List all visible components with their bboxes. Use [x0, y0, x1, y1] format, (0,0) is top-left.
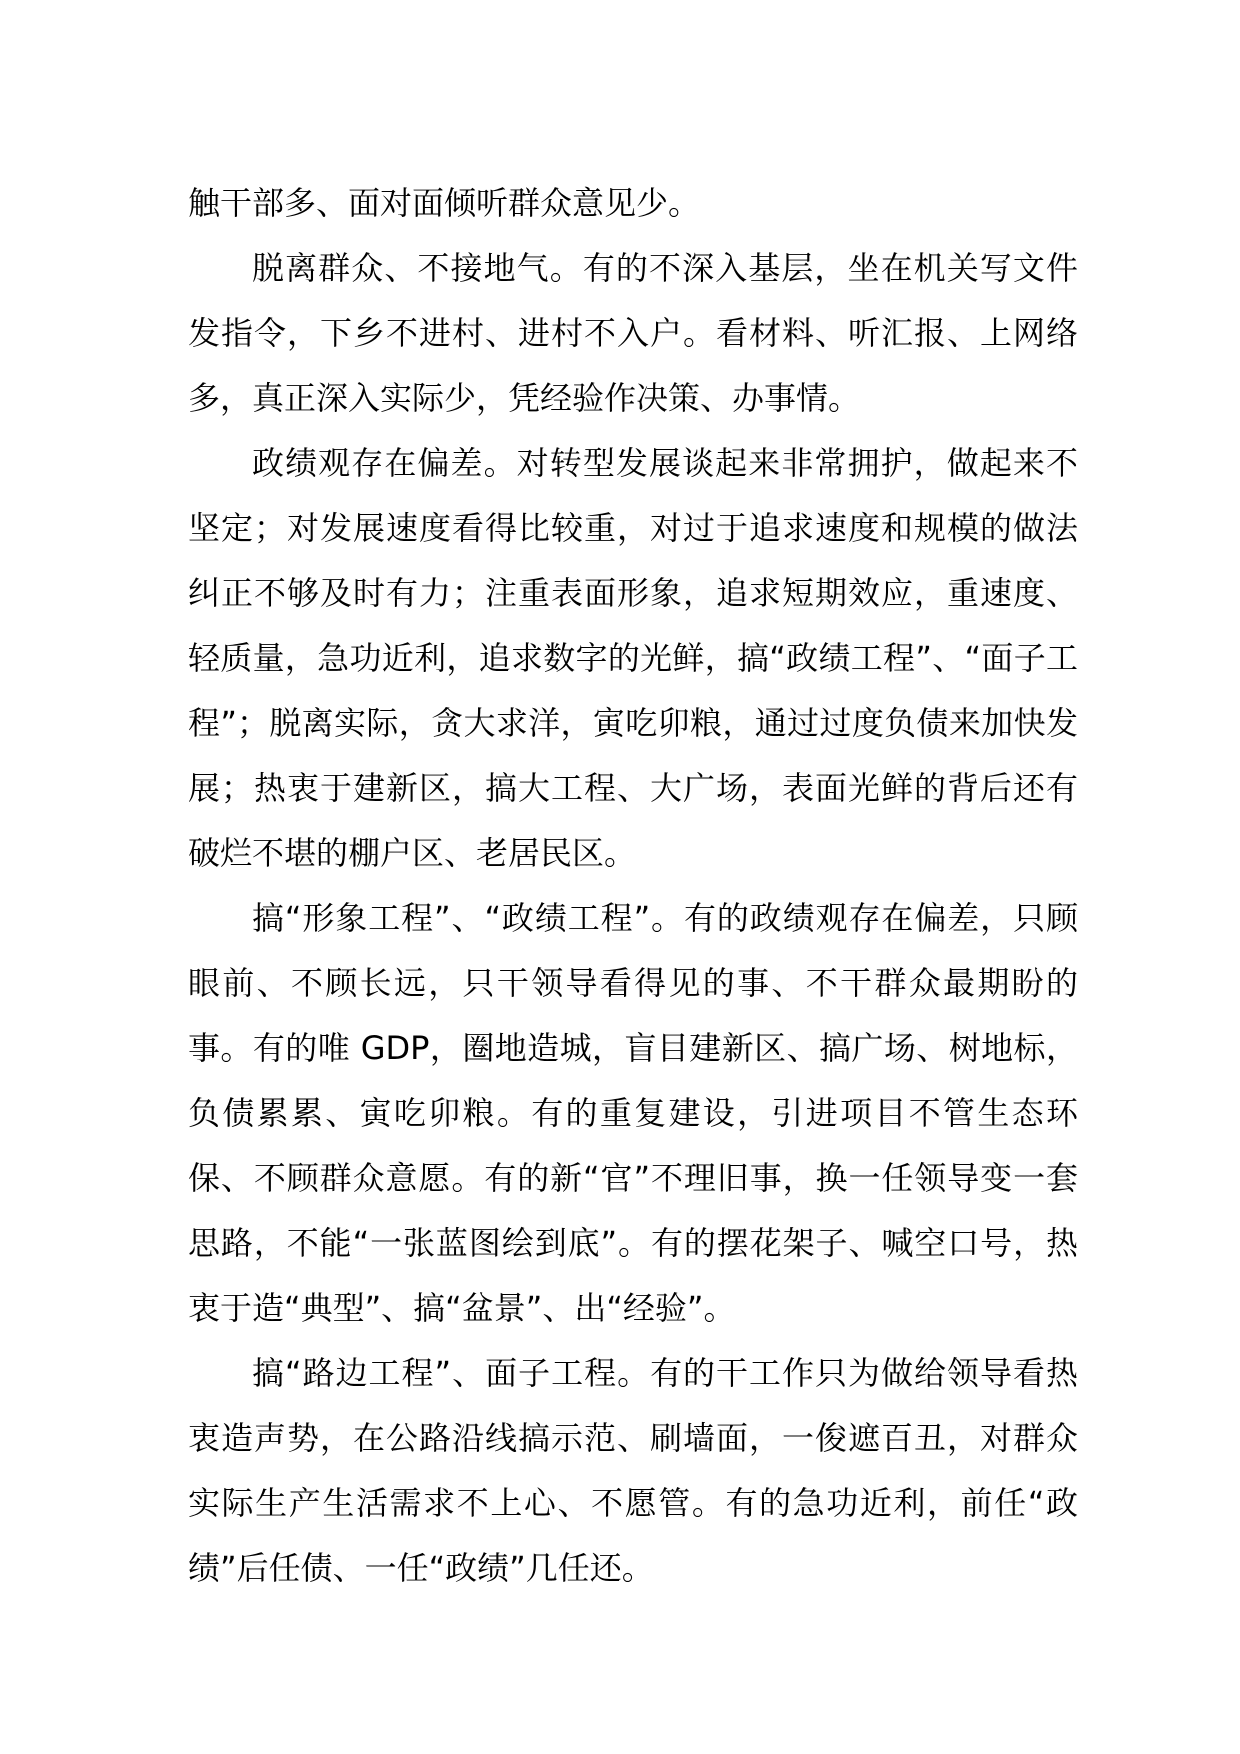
- paragraph-roadside-projects: 搞“路边工程”、面子工程。有的干工作只为做给领导看热衷造声势，在公路沿线搞示范、刷墙面，一俊遮百丑，对群众实际生产生活需求不上心、不愿管。有的急功近利，前任“政绩”后任债、一任“政绩”几任还。: [188, 1354, 1078, 1587]
- body-text: [188, 171, 1078, 1601]
- paragraph-detached-from-masses: 脱离群众、不接地气。有的不深入基层，坐在机关写文件发指令，下乡不进村、进村不入户。看材料、听汇报、上网络多，真正深入实际少，凭经验作决策、办事情。: [188, 249, 1078, 417]
- paragraph-image-projects: 搞“形象工程”、“政绩工程”。有的政绩观存在偏差，只顾眼前、不顾长远，只干领导看得见的事、不干群众最期盼的事。有的唯 GDP，圈地造城，盲目建新区、搞广场、树地标，负债累累、寅吃卯粮。有的重复建设，引进项目不管生态环保、不顾群众意愿。有的新“官”不理旧事，换一任领导变一套思路，不能“一张蓝图绘到底”。有的摆花架子、喊空口号，热衷于造“典型”、搞“盆景”、出“经验”。: [188, 899, 1078, 1327]
- paragraph-performance-view: 政绩观存在偏差。对转型发展谈起来非常拥护，做起来不坚定；对发展速度看得比较重，对过于追求速度和规模的做法纠正不够及时有力；注重表面形象，追求短期效应，重速度、轻质量，急功近利，追求数字的光鲜，搞“政绩工程”、“面子工程”；脱离实际，贪大求洋，寅吃卯粮，通过过度负债来加快发展；热衷于建新区，搞大工程、大广场，表面光鲜的背后还有破烂不堪的棚户区、老居民区。: [188, 444, 1078, 872]
- paragraph-continuation: 触干部多、面对面倾听群众意见少。: [188, 184, 701, 222]
